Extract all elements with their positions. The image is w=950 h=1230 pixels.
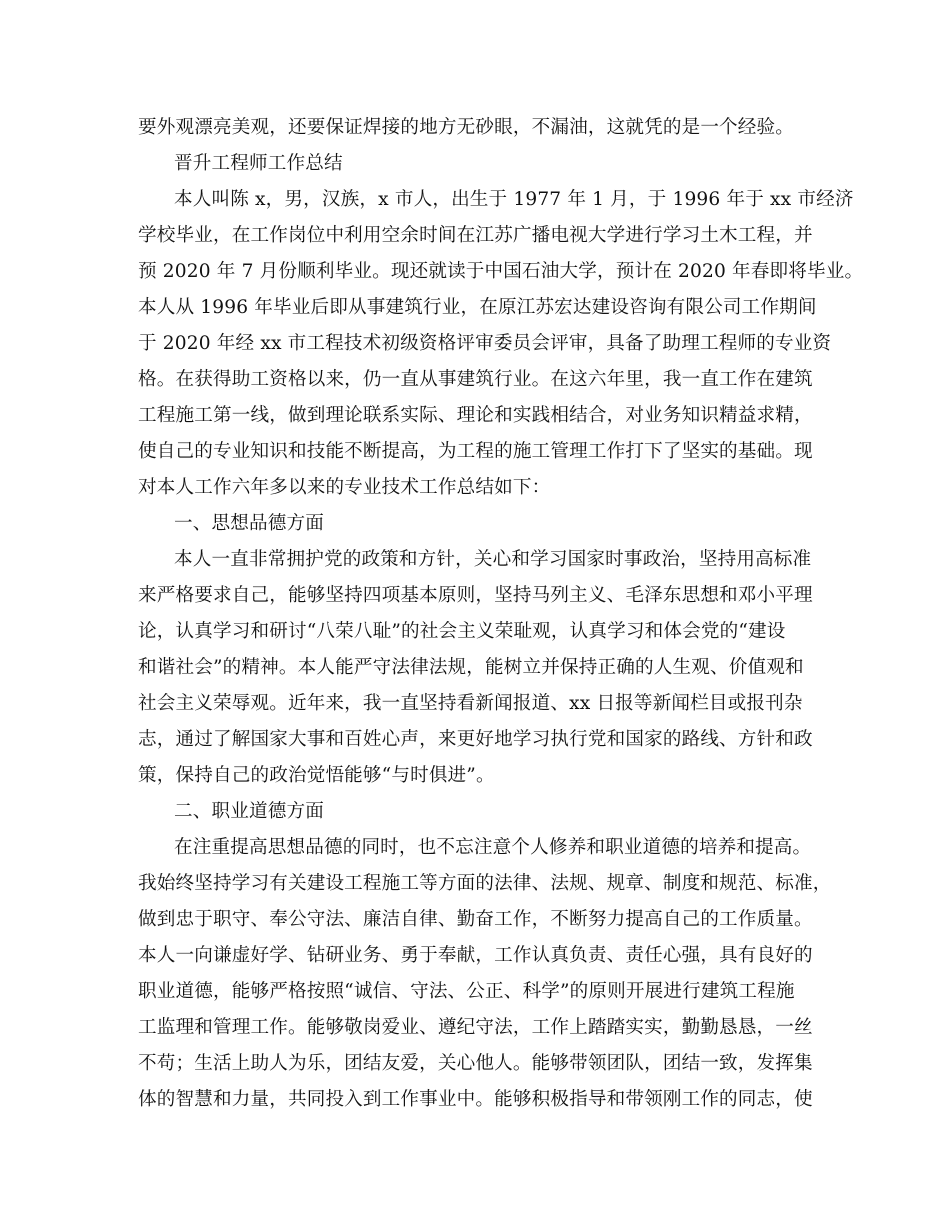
text-line: 做到忠于职守、奉公守法、廉洁自律、勤奋工作，不断努力提高自己的工作质量。 (138, 909, 813, 930)
text-line: 在注重提高思想品德的同时，也不忘注意个人修养和职业道德的培养和提高。 (174, 837, 812, 858)
text-line: 体的智慧和力量，共同投入到工作事业中。能够积极指导和带领刚工作的同志，使 (138, 1089, 813, 1110)
text-line: 社会主义荣辱观。近年来，我一直坚持看新闻报道、xx 日报等新闻栏目或报刊杂 (138, 693, 803, 714)
text-line: 职业道德，能够严格按照“诚信、守法、公正、科学”的原则开展进行建筑工程施 (138, 981, 795, 1002)
text-line: 学校毕业，在工作岗位中利用空余时间在江苏广播电视大学进行学习土木工程，并 (138, 225, 813, 246)
text-line: 来严格要求自己，能够坚持四项基本原则，坚持马列主义、毛泽东思想和邓小平理 (138, 585, 813, 606)
text-line: 志，通过了解国家大事和百姓心声，来更好地学习执行党和国家的路线、方针和政 (138, 729, 813, 750)
section-heading: 二、职业道德方面 (174, 801, 324, 822)
text-line: 格。在获得助工资格以来，仍一直从事建筑行业。在这六年里，我一直工作在建筑 (138, 369, 813, 390)
text-line: 使自己的专业知识和技能不断提高，为工程的施工管理工作打下了坚实的基础。现 (138, 441, 813, 462)
text-line: 和谐社会”的精神。本人能严守法律法规，能树立并保持正确的人生观、价值观和 (138, 657, 804, 678)
text-line: 本人一向谦虚好学、钻研业务、勇于奉献，工作认真负责、责任心强，具有良好的 (138, 945, 813, 966)
text-line: 对本人工作六年多以来的专业技术工作总结如下： (138, 477, 551, 498)
text-line: 要外观漂亮美观，还要保证焊接的地方无砂眼，不漏油，这就凭的是一个经验。 (138, 117, 795, 138)
text-line: 工监理和管理工作。能够敬岗爱业、遵纪守法，工作上踏踏实实，勤勤恳恳，一丝 (138, 1017, 813, 1038)
text-line: 本人一直非常拥护党的政策和方针，关心和学习国家时事政治，坚持用高标准 (174, 549, 812, 570)
text-line: 于 2020 年经 xx 市工程技术初级资格评审委员会评审，具备了助理工程师的专业资 (138, 333, 832, 354)
section-heading: 一、思想品德方面 (174, 513, 324, 534)
text-line: 我始终坚持学习有关建设工程施工等方面的法律、法规、规章、制度和规范、标准， (138, 873, 832, 894)
text-line: 不苟；生活上助人为乐，团结友爱，关心他人。能够带领团队，团结一致，发挥集 (138, 1053, 813, 1074)
text-line: 本人从 1996 年毕业后即从事建筑行业，在原江苏宏达建设咨询有限公司工作期间 (138, 297, 817, 318)
text-line: 预 2020 年 7 月份顺利毕业。现还就读于中国石油大学，预计在 2020 年春即将毕业。 (138, 261, 864, 282)
text-line: 策，保持自己的政治觉悟能够“与时俱进”。 (138, 765, 495, 786)
text-line: 本人叫陈 x，男，汉族，x 市人，出生于 1977 年 1 月，于 1996 年于 xx 市经济 (174, 189, 854, 210)
text-line: 工程施工第一线，做到理论联系实际、理论和实践相结合，对业务知识精益求精， (138, 405, 813, 426)
section-title: 晋升工程师工作总结 (174, 153, 343, 174)
text-line: 论，认真学习和研讨“八荣八耻”的社会主义荣耻观，认真学习和体会党的“建设 (138, 621, 786, 642)
